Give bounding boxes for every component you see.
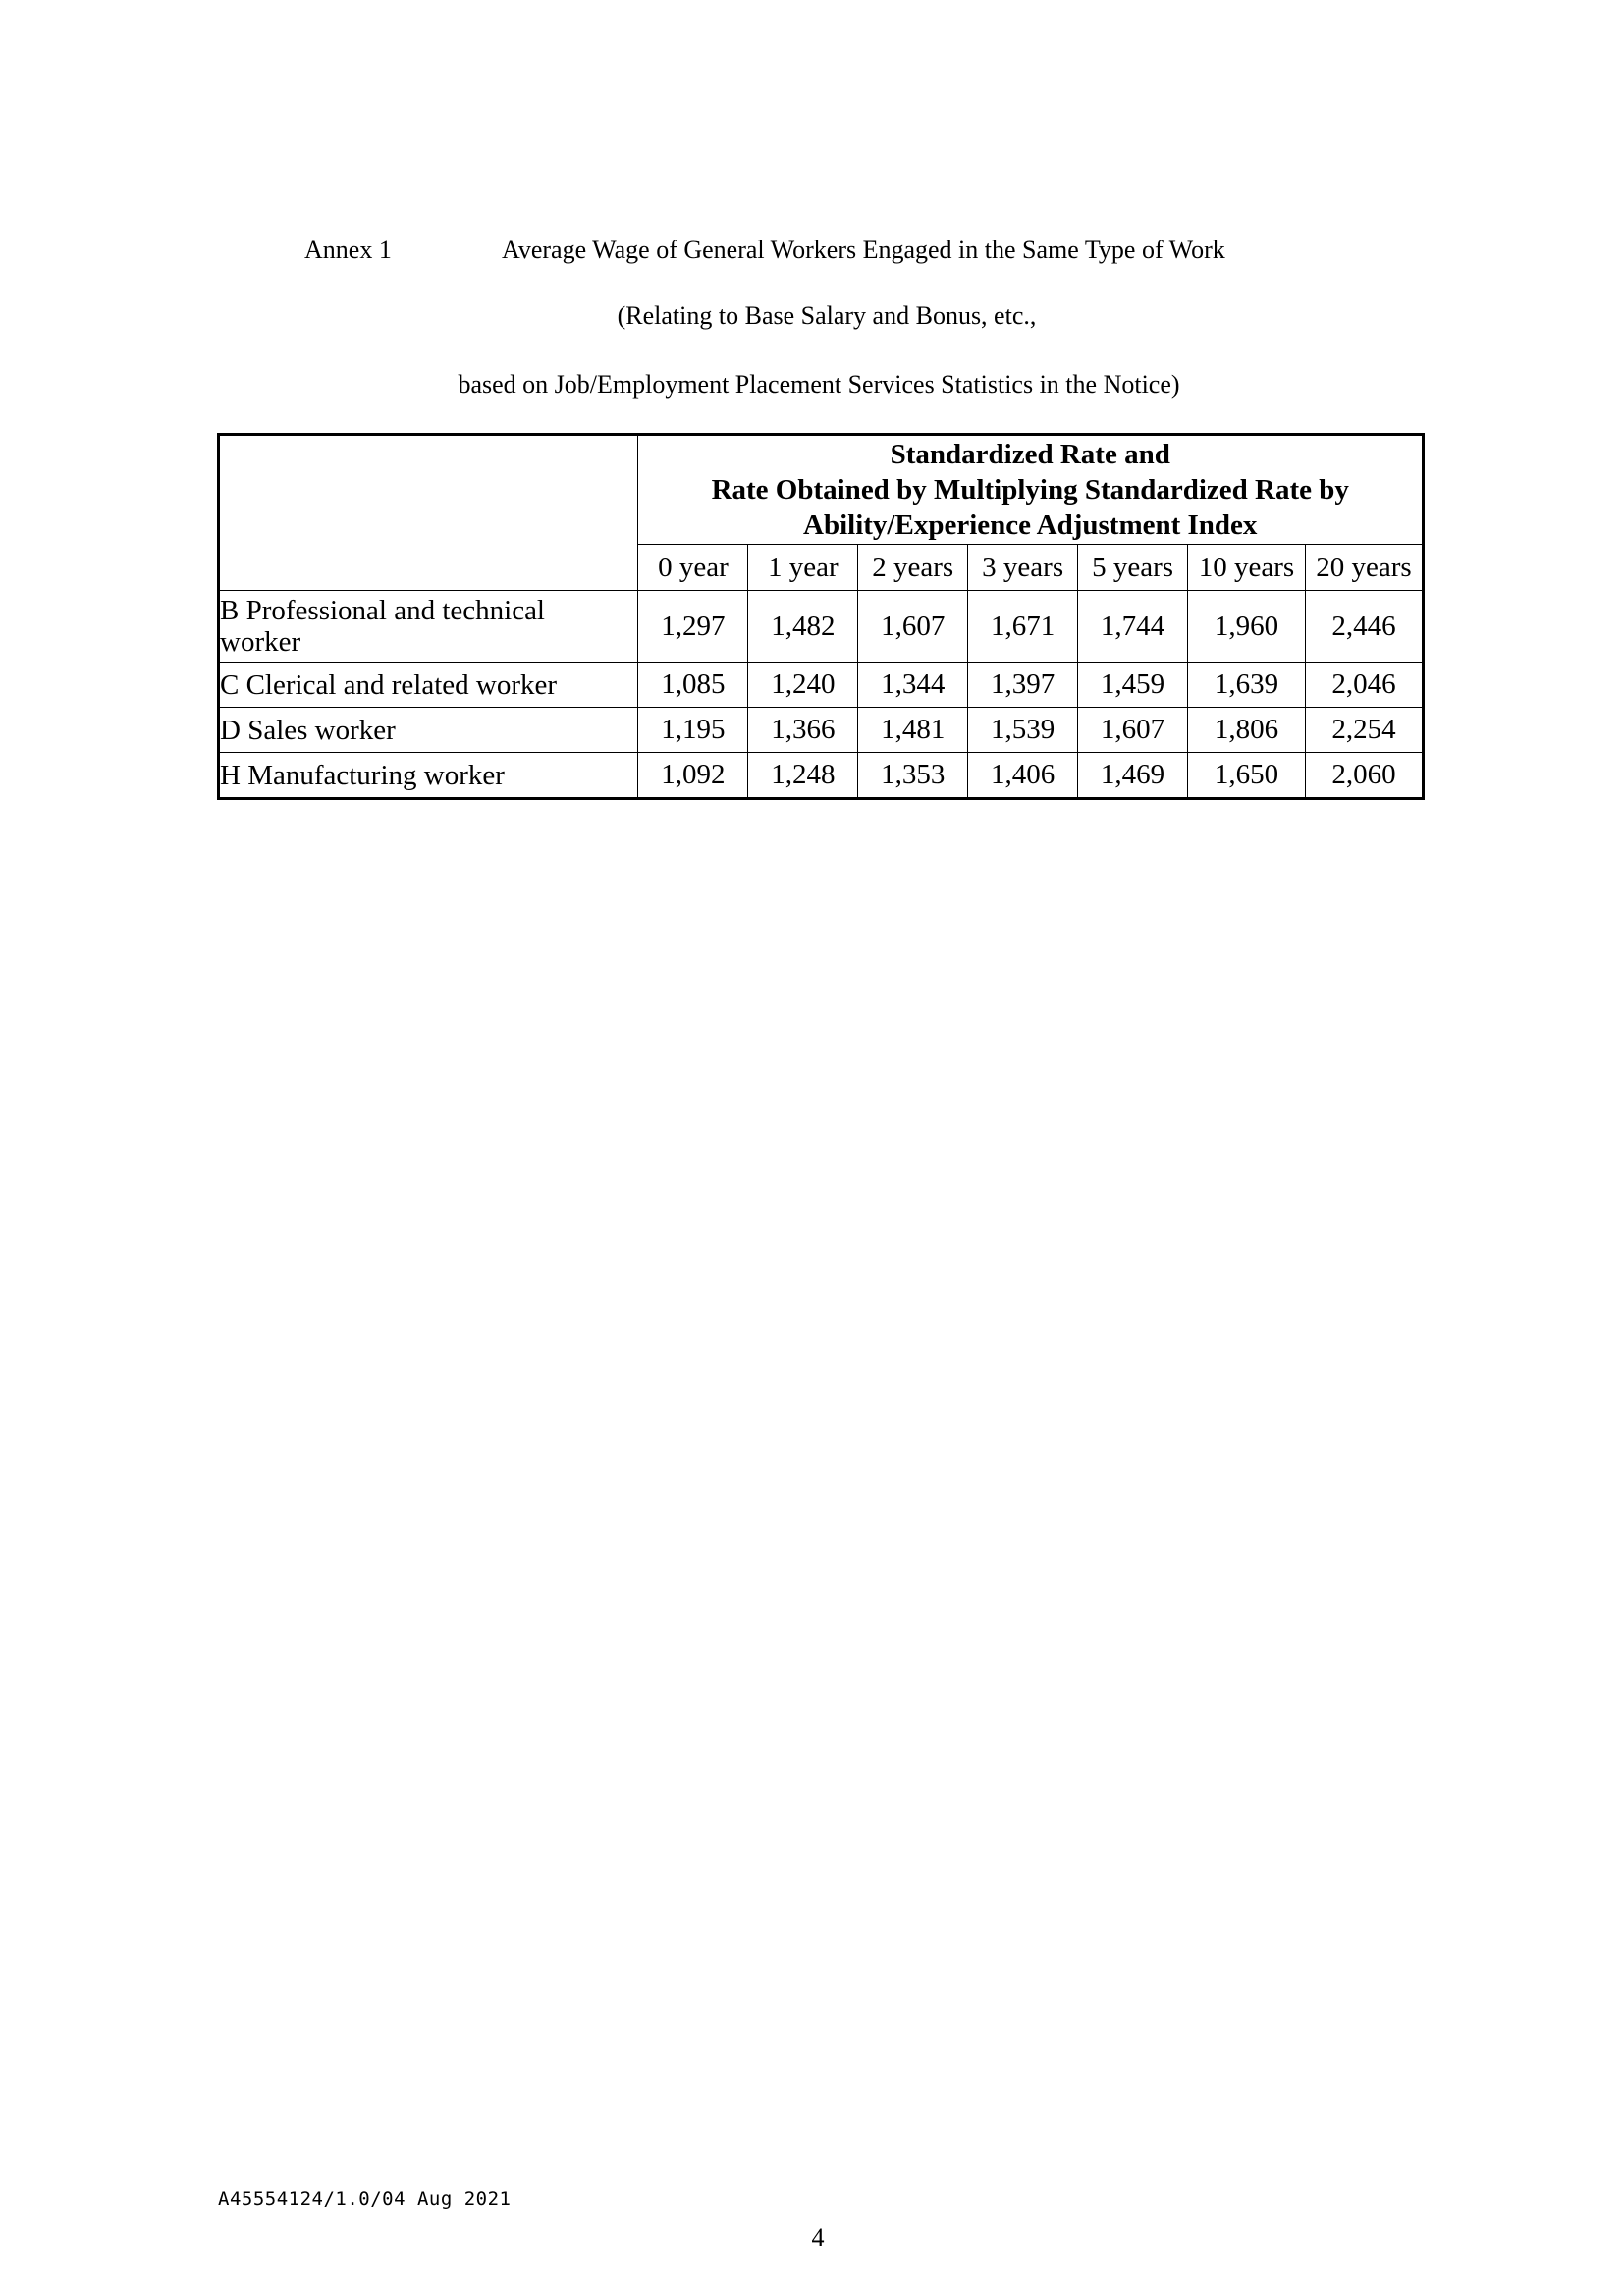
year-header: 10 years: [1188, 545, 1306, 591]
wage-cell: 1,482: [748, 591, 858, 663]
rate-group-header: [638, 435, 1424, 545]
document-id: A45554124/1.0/04 Aug 2021: [218, 2188, 512, 2210]
wage-cell: 1,366: [748, 708, 858, 753]
wage-cell: 1,195: [638, 708, 748, 753]
wage-cell: 1,353: [858, 753, 968, 799]
year-header: 0 year: [638, 545, 748, 591]
wage-cell: 2,254: [1305, 708, 1423, 753]
wage-cell: 1,481: [858, 708, 968, 753]
job-type-label-line-2: worker: [220, 626, 301, 658]
annex-title: Average Wage of General Workers Engaged in the Same Type of Work: [502, 236, 1225, 264]
wage-cell: 1,744: [1078, 591, 1188, 663]
year-header: 2 years: [858, 545, 968, 591]
table-row: [219, 753, 1424, 799]
subtitle-line-2: based on Job/Employment Placement Services Statistics in the Notice): [458, 370, 1180, 399]
wage-cell: 1,539: [968, 708, 1078, 753]
wage-cell: 1,297: [638, 591, 748, 663]
job-type-cell: D Sales worker: [219, 708, 638, 753]
wage-cell: 1,092: [638, 753, 748, 799]
table-row: [219, 708, 1424, 753]
annex-label: Annex 1: [304, 236, 392, 264]
page-number: 4: [811, 2223, 825, 2252]
year-header: 20 years: [1305, 545, 1423, 591]
wage-table: [217, 433, 1425, 800]
wage-cell: 2,060: [1305, 753, 1423, 799]
wage-cell: 1,960: [1188, 591, 1306, 663]
wage-cell: 1,397: [968, 663, 1078, 708]
job-type-cell: C Clerical and related worker: [219, 663, 638, 708]
job-type-label-line-1: B Professional and technical: [220, 595, 545, 626]
job-type-cell: [219, 591, 638, 663]
job-type-header-cell: [219, 435, 638, 591]
wage-cell: 1,459: [1078, 663, 1188, 708]
wage-cell: 1,639: [1188, 663, 1306, 708]
wage-cell: 1,806: [1188, 708, 1306, 753]
wage-cell: 1,344: [858, 663, 968, 708]
rate-group-header-line-3: Ability/Experience Adjustment Index: [803, 509, 1258, 541]
table-row: [219, 591, 1424, 663]
subtitle-line-1: (Relating to Base Salary and Bonus, etc.,: [617, 301, 1037, 330]
wage-cell: 2,446: [1305, 591, 1423, 663]
rate-group-header-line-1: Standardized Rate and: [890, 439, 1170, 470]
rate-group-header-line-2: Rate Obtained by Multiplying Standardized Rate by: [711, 474, 1349, 506]
table-group-header-row: [219, 435, 1424, 545]
year-header: 1 year: [748, 545, 858, 591]
job-type-cell: H Manufacturing worker: [219, 753, 638, 799]
year-header: 3 years: [968, 545, 1078, 591]
wage-cell: 1,406: [968, 753, 1078, 799]
wage-cell: 2,046: [1305, 663, 1423, 708]
wage-cell: 1,650: [1188, 753, 1306, 799]
table-row: [219, 663, 1424, 708]
wage-cell: 1,240: [748, 663, 858, 708]
year-header: 5 years: [1078, 545, 1188, 591]
wage-cell: 1,607: [1078, 708, 1188, 753]
wage-cell: 1,085: [638, 663, 748, 708]
wage-cell: 1,671: [968, 591, 1078, 663]
wage-cell: 1,248: [748, 753, 858, 799]
wage-cell: 1,469: [1078, 753, 1188, 799]
wage-cell: 1,607: [858, 591, 968, 663]
